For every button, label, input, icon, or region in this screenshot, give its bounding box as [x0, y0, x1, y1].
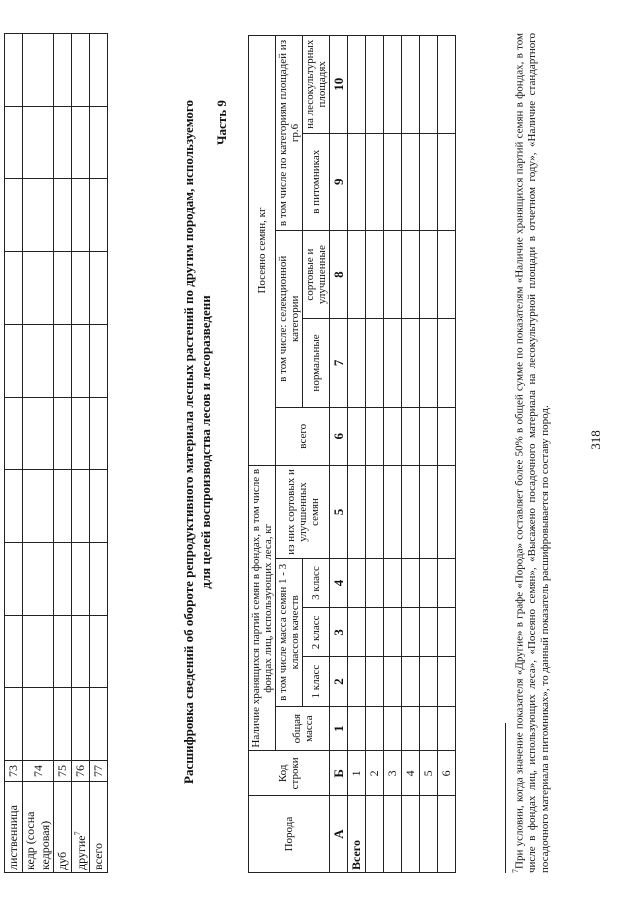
- continued-row-label-text: всего: [91, 842, 105, 870]
- empty-cell: [72, 615, 90, 688]
- empty-cell: [366, 231, 384, 319]
- empty-cell: [438, 36, 456, 134]
- header-klass3: 3 класс: [303, 558, 330, 607]
- empty-cell: [54, 397, 72, 470]
- row-code: 4: [402, 751, 420, 796]
- empty-cell: [402, 657, 420, 706]
- empty-cell: [438, 466, 456, 559]
- header-vtom-massa: в том числе масса семян 1 - 3 классов качеств: [276, 558, 303, 706]
- empty-cell: [420, 133, 438, 230]
- empty-cell: [72, 34, 90, 107]
- empty-cell: [72, 688, 90, 761]
- continued-table: [4, 33, 108, 873]
- empty-cell: [402, 558, 420, 607]
- empty-cell: [5, 106, 23, 179]
- empty-cell: [23, 34, 54, 107]
- empty-cell: [384, 319, 402, 407]
- empty-cell: [402, 319, 420, 407]
- empty-cell: [366, 407, 384, 465]
- column-number: Б: [330, 751, 348, 796]
- section-title: Расшифровка сведений об обороте репродуктивного материала лесных растений по другим породам, используемого для целей воспроизводства лесов и лесоразведени: [181, 100, 213, 784]
- empty-cell: [420, 558, 438, 607]
- empty-cell: [402, 407, 420, 465]
- header-poroda: Порода: [249, 796, 330, 873]
- empty-cell: [438, 407, 456, 465]
- empty-cell: [5, 34, 23, 107]
- empty-cell: [420, 466, 438, 559]
- header-klass2: 2 класс: [303, 608, 330, 657]
- empty-cell: [420, 657, 438, 706]
- empty-cell: [402, 36, 420, 134]
- empty-cell: [54, 470, 72, 543]
- empty-cell: [366, 319, 384, 407]
- column-number: 1: [330, 706, 348, 751]
- column-number: 10: [330, 36, 348, 134]
- row-label: [366, 796, 384, 873]
- empty-cell: [420, 407, 438, 465]
- header-kateg: в том числе по категориям площадей из гр.6: [276, 36, 303, 231]
- empty-cell: [72, 470, 90, 543]
- continued-row-label: [90, 782, 108, 873]
- empty-cell: [384, 706, 402, 751]
- empty-cell: [5, 615, 23, 688]
- row-label: [438, 796, 456, 873]
- column-number: 8: [330, 231, 348, 319]
- empty-cell: [366, 466, 384, 559]
- empty-cell: [90, 179, 108, 252]
- empty-cell: [23, 615, 54, 688]
- empty-cell: [384, 36, 402, 134]
- empty-cell: [23, 179, 54, 252]
- empty-cell: [366, 706, 384, 751]
- continued-row-label: [72, 782, 90, 873]
- empty-cell: [5, 397, 23, 470]
- empty-cell: [90, 542, 108, 615]
- header-poseyano: Посеяно семян, кг: [249, 36, 276, 466]
- empty-cell: [5, 324, 23, 397]
- empty-cell: [23, 106, 54, 179]
- empty-cell: [23, 252, 54, 325]
- continued-row-code: 73: [5, 761, 23, 782]
- row-label: Всего: [348, 796, 366, 873]
- column-number: А: [330, 796, 348, 873]
- empty-cell: [438, 558, 456, 607]
- column-number: 9: [330, 133, 348, 230]
- row-code: 2: [366, 751, 384, 796]
- table-row: [438, 36, 456, 873]
- empty-cell: [384, 407, 402, 465]
- empty-cell: [348, 319, 366, 407]
- continued-row: [72, 34, 90, 873]
- empty-cell: [54, 106, 72, 179]
- empty-cell: [348, 657, 366, 706]
- continued-row-label: [5, 782, 23, 873]
- empty-cell: [402, 608, 420, 657]
- header-iznih: из них сортовых и улучшенных семян: [276, 466, 330, 559]
- row-code: 6: [438, 751, 456, 796]
- empty-cell: [54, 34, 72, 107]
- empty-cell: [348, 558, 366, 607]
- empty-cell: [72, 397, 90, 470]
- row-code: 3: [384, 751, 402, 796]
- empty-cell: [5, 252, 23, 325]
- row-label: [420, 796, 438, 873]
- empty-cell: [54, 688, 72, 761]
- continued-row-code: 76: [72, 761, 90, 782]
- empty-cell: [384, 466, 402, 559]
- continued-row: [5, 34, 23, 873]
- row-code: 5: [420, 751, 438, 796]
- empty-cell: [402, 706, 420, 751]
- empty-cell: [54, 542, 72, 615]
- empty-cell: [384, 657, 402, 706]
- empty-cell: [438, 319, 456, 407]
- header-sort: сортовые и улучшенные: [303, 231, 330, 319]
- continued-row-label-text: кедр (сосна кедровая): [23, 811, 52, 870]
- empty-cell: [348, 706, 366, 751]
- table-row: [366, 36, 384, 873]
- empty-cell: [420, 36, 438, 134]
- column-number: 7: [330, 319, 348, 407]
- empty-cell: [438, 706, 456, 751]
- page-number: 318: [588, 430, 603, 450]
- empty-cell: [54, 252, 72, 325]
- empty-cell: [420, 231, 438, 319]
- empty-cell: [23, 324, 54, 397]
- header-lesokult: на лесокультурных площадях: [303, 36, 330, 134]
- empty-cell: [402, 133, 420, 230]
- empty-cell: [23, 470, 54, 543]
- empty-cell: [384, 608, 402, 657]
- footnote: [510, 33, 551, 873]
- empty-cell: [348, 231, 366, 319]
- empty-cell: [72, 324, 90, 397]
- continued-row: [90, 34, 108, 873]
- empty-cell: [5, 688, 23, 761]
- continued-row-label-text: лиственница: [6, 805, 20, 870]
- column-numbers-row: [330, 36, 348, 873]
- empty-cell: [72, 106, 90, 179]
- continued-row-code: 77: [90, 761, 108, 782]
- part-label: Часть 9: [214, 100, 229, 145]
- empty-cell: [420, 706, 438, 751]
- column-number: 3: [330, 608, 348, 657]
- footnote-ref: 7: [72, 831, 82, 836]
- row-code: 1: [348, 751, 366, 796]
- empty-cell: [5, 470, 23, 543]
- empty-cell: [366, 133, 384, 230]
- empty-cell: [90, 470, 108, 543]
- empty-cell: [90, 106, 108, 179]
- empty-cell: [402, 466, 420, 559]
- empty-cell: [348, 36, 366, 134]
- empty-cell: [420, 319, 438, 407]
- empty-cell: [90, 324, 108, 397]
- table-row: [384, 36, 402, 873]
- empty-cell: [384, 558, 402, 607]
- continued-row-label-text: дуб: [55, 851, 69, 870]
- empty-cell: [420, 608, 438, 657]
- empty-cell: [54, 324, 72, 397]
- continued-row: [23, 34, 54, 873]
- empty-cell: [438, 231, 456, 319]
- empty-cell: [5, 179, 23, 252]
- empty-cell: [54, 615, 72, 688]
- header-normal: нормальные: [303, 319, 330, 407]
- main-table: [248, 35, 456, 873]
- empty-cell: [90, 688, 108, 761]
- column-number: 4: [330, 558, 348, 607]
- empty-cell: [5, 542, 23, 615]
- empty-cell: [348, 466, 366, 559]
- continued-row-code: 75: [54, 761, 72, 782]
- empty-cell: [23, 397, 54, 470]
- header-nalichie: Наличие хранящихся партий семян в фондах, в том числе в фондах лиц, использующих леса, кг: [249, 466, 276, 751]
- row-label: [384, 796, 402, 873]
- column-number: 6: [330, 407, 348, 465]
- footnote-text: При условии, когда значение показателя «Другие» в графе «Порода» составляет более 50% в общей сумме по показателям «Наличие хранящихся партий семян в фондах, в том числе в фондах лиц, использующих леса», «Посеяно семян», «Высажено посадочного материала на лесокультурной площади в отчетном году», «Наличие стандартного посадочного материала в питомниках», то данный показатель расшифровывается по составу пород.: [513, 33, 551, 873]
- header-selek: в том числе: селекционной категории: [276, 231, 303, 408]
- empty-cell: [90, 615, 108, 688]
- empty-cell: [366, 657, 384, 706]
- continued-row-code: 74: [23, 761, 54, 782]
- empty-cell: [384, 133, 402, 230]
- empty-cell: [54, 179, 72, 252]
- column-number: 2: [330, 657, 348, 706]
- header-vsego: всего: [276, 407, 330, 465]
- empty-cell: [90, 34, 108, 107]
- empty-cell: [72, 542, 90, 615]
- header-klass1: 1 класс: [303, 657, 330, 706]
- empty-cell: [384, 231, 402, 319]
- empty-cell: [90, 397, 108, 470]
- continued-row: [54, 34, 72, 873]
- empty-cell: [23, 542, 54, 615]
- empty-cell: [348, 133, 366, 230]
- empty-cell: [366, 608, 384, 657]
- footnote-rule: [505, 723, 506, 873]
- empty-cell: [438, 608, 456, 657]
- empty-cell: [366, 558, 384, 607]
- header-kod: Код строки: [249, 751, 330, 796]
- empty-cell: [348, 608, 366, 657]
- table-row: [420, 36, 438, 873]
- header-obshaya: общая масса: [276, 706, 330, 751]
- empty-cell: [72, 252, 90, 325]
- continued-row-label: [54, 782, 72, 873]
- empty-cell: [366, 36, 384, 134]
- empty-cell: [72, 179, 90, 252]
- empty-cell: [348, 407, 366, 465]
- empty-cell: [438, 133, 456, 230]
- empty-cell: [90, 252, 108, 325]
- empty-cell: [438, 657, 456, 706]
- footnote-mark: 7: [511, 869, 520, 873]
- table-row: [402, 36, 420, 873]
- empty-cell: [402, 231, 420, 319]
- continued-row-label-text: другие: [73, 835, 88, 870]
- empty-cell: [23, 688, 54, 761]
- row-label: [402, 796, 420, 873]
- table-row: [348, 36, 366, 873]
- continued-row-label: [23, 782, 54, 873]
- column-number: 5: [330, 466, 348, 559]
- header-pitom: в питомниках: [303, 133, 330, 230]
